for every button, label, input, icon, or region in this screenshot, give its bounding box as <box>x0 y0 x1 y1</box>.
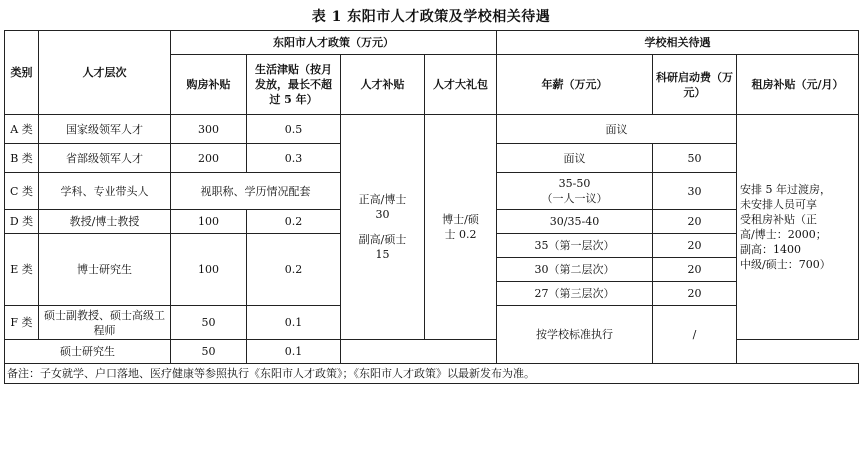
header-living-allowance: 生活津贴（按月发放，最长不超过 5 年） <box>247 55 341 115</box>
talent-subsidy-cell <box>341 115 425 340</box>
talent-gift-line: 士 0.2 <box>444 228 477 241</box>
row-salary: 35（第一层次） <box>497 234 653 258</box>
row-research: 20 <box>653 282 737 306</box>
row-level: 博士研究生 <box>39 234 171 306</box>
rent-line: 中级/硕士：700） <box>740 258 831 271</box>
row-school-negotiable: 面议 <box>497 115 737 144</box>
talent-policy-table <box>4 30 859 384</box>
row-level: 硕士副教授、硕士高级工程师 <box>39 306 171 340</box>
row-salary: 30/35-40 <box>497 210 653 234</box>
row-salary <box>497 173 653 210</box>
table-row <box>5 115 859 144</box>
header-category: 类别 <box>5 31 39 115</box>
table-note: 备注：子女就学、户口落地、医疗健康等参照执行《东阳市人才政策》；《东阳市人才政策》以最新发布为准。 <box>5 364 859 384</box>
row-living: 0.5 <box>247 115 341 144</box>
row-salary: 按学校标准执行 <box>497 306 653 364</box>
row-level: 省部级领军人才 <box>39 144 171 173</box>
header-level: 人才层次 <box>39 31 171 115</box>
row-category: E 类 <box>5 234 39 306</box>
row-salary: 27（第三层次） <box>497 282 653 306</box>
row-category: A 类 <box>5 115 39 144</box>
rent-line: 受租房补贴（正 <box>740 213 817 226</box>
row-level: 硕士研究生 <box>5 340 171 364</box>
talent-gift-cell <box>425 115 497 340</box>
row-living: 0.3 <box>247 144 341 173</box>
rent-line: 副高：1400 <box>740 243 801 256</box>
row-research: 20 <box>653 234 737 258</box>
header-rent-subsidy: 租房补贴（元/月） <box>737 55 859 115</box>
row-living: 0.2 <box>247 210 341 234</box>
header-school-treatment: 学校相关待遇 <box>497 31 859 55</box>
row-research: 30 <box>653 173 737 210</box>
row-housing: 50 <box>171 306 247 340</box>
rent-line: 未安排人员可享 <box>740 198 817 211</box>
rent-subsidy-cell <box>737 115 859 340</box>
row-research: 20 <box>653 258 737 282</box>
salary-line: 35-50 <box>558 177 591 190</box>
row-living: 0.2 <box>247 234 341 306</box>
row-housing: 100 <box>171 234 247 306</box>
row-merged-policy: 视职称、学历情况配套 <box>171 173 341 210</box>
row-research: / <box>653 306 737 364</box>
header-housing-subsidy: 购房补贴 <box>171 55 247 115</box>
rent-line: 安排 5 年过渡房， <box>740 183 831 196</box>
row-living: 0.1 <box>247 340 341 364</box>
row-salary: 面议 <box>497 144 653 173</box>
header-annual-salary: 年薪（万元） <box>497 55 653 115</box>
row-research: 20 <box>653 210 737 234</box>
row-level: 国家级领军人才 <box>39 115 171 144</box>
header-city-policy: 东阳市人才政策（万元） <box>171 31 497 55</box>
row-category: D 类 <box>5 210 39 234</box>
row-level: 学科、专业带头人 <box>39 173 171 210</box>
row-housing: 50 <box>171 340 247 364</box>
talent-subsidy-line: 15 <box>375 248 390 261</box>
header-research-fund: 科研启动费（万元） <box>653 55 737 115</box>
row-category: F 类 <box>5 306 39 340</box>
row-category: C 类 <box>5 173 39 210</box>
table-title: 表 1 东阳市人才政策及学校相关待遇 <box>311 9 551 25</box>
talent-gift-line: 博士/硕 <box>442 213 479 226</box>
talent-subsidy-line: 副高/硕士 <box>358 233 407 246</box>
row-housing: 300 <box>171 115 247 144</box>
header-talent-gift: 人才大礼包 <box>425 55 497 115</box>
row-housing: 100 <box>171 210 247 234</box>
row-housing: 200 <box>171 144 247 173</box>
salary-line: （一人一议） <box>541 192 608 205</box>
table-row <box>5 364 859 384</box>
talent-subsidy-line: 30 <box>375 208 390 221</box>
row-salary: 30（第二层次） <box>497 258 653 282</box>
row-level: 教授/博士教授 <box>39 210 171 234</box>
rent-line: 高/博士：2000； <box>740 228 827 241</box>
header-talent-subsidy: 人才补贴 <box>341 55 425 115</box>
row-research: 50 <box>653 144 737 173</box>
row-living: 0.1 <box>247 306 341 340</box>
row-category: B 类 <box>5 144 39 173</box>
talent-subsidy-line: 正高/博士 <box>358 193 407 206</box>
